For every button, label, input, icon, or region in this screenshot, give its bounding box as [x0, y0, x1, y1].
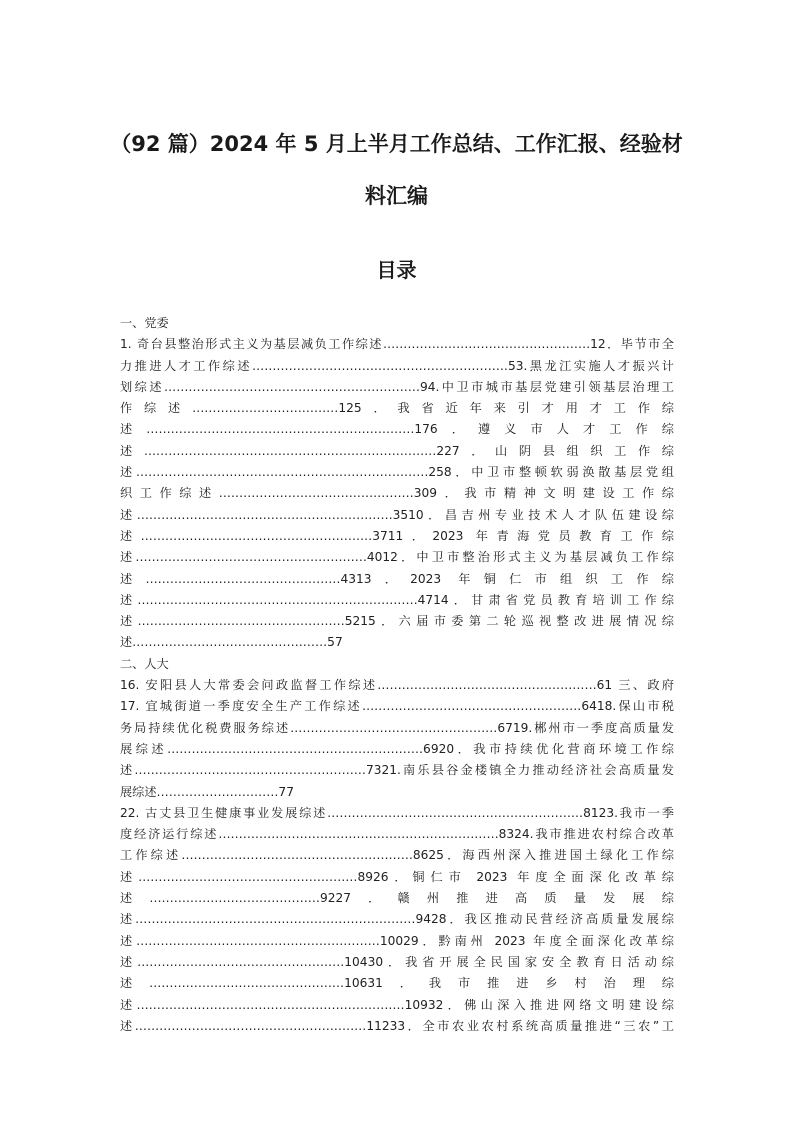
toc-section-heading: 二、人大 [120, 656, 169, 671]
toc-line: 述………………………………………………………3510．昌吉州专业技术人才队伍建设综 [120, 507, 674, 522]
toc-section-heading: 一、党委 [120, 316, 169, 330]
toc-line: 述…………………………………………10631．我市推进乡村治理综 [120, 976, 674, 991]
toc-line: 16. 安阳县人大常委会问政监督工作综述………………………………………………61 三、政府 [120, 678, 674, 693]
document-title-line-1: （92 篇）2024 年 5 月上半月工作总结、工作汇报、经验材 [110, 132, 683, 156]
toc-line: 述……………………………………9227．赣州推进高质量发展综 [120, 891, 674, 906]
toc-line: 述…………………………………………4313．2023 年铜仁市组织工作综 [120, 571, 674, 586]
toc-line: 织工作综述…………………………………………309．我市精神文明建设工作综 [120, 486, 674, 501]
toc-line: 述…………………………………………57 [120, 635, 343, 650]
toc-line: 17. 宜城街道一季度安全生产工作综述………………………………………………6418.保山市税 [120, 699, 674, 714]
toc-line: 述…………………………………………………………10932．佛山深入推进网络文明建设综 [120, 997, 674, 1012]
toc-line: 1. 奇台县整治形式主义为基层减负工作综述……………………………………………12．毕节市全 [120, 337, 674, 352]
toc-line: 划综述………………………………………………………94.中卫市城市基层党建引领基层治理工 [120, 379, 674, 394]
toc-line: 力推进人才工作综述………………………………………………………53.黑龙江实施人才振兴计 [120, 358, 674, 373]
toc-line: 述……………………………………………………………4714．甘肃省党员教育培训工作综 [120, 592, 674, 607]
toc-line: 作综述………………………………125．我省近年来引才用才工作综 [120, 401, 674, 416]
toc-line: 述…………………………………………………4012．中卫市整治形式主义为基层减负工作综 [120, 550, 674, 565]
toc-line: 度经济运行综述……………………………………………………………8324.我市推进农村综合改革 [120, 827, 674, 842]
toc-line: 工作综述…………………………………………………8625．海西州深入推进国土绿化工作综 [120, 848, 674, 863]
toc-line: 22. 古丈县卫生健康事业发展综述………………………………………………………8123.我市一季 [120, 805, 674, 820]
toc-line: 展综述…………………………77 [120, 784, 294, 799]
toc-heading: 目录 [376, 258, 417, 282]
toc-line: 述……………………………………………………………9428．我区推动民营经济高质量发展综 [120, 912, 674, 927]
toc-list [120, 313, 674, 1037]
toc-line: 述…………………………………………………3711．2023 年青海党员教育工作综 [120, 528, 674, 543]
toc-line: 述…………………………………………………………176．遵义市人才工作综 [120, 422, 674, 437]
toc-line: 述………………………………………………8926．铜仁市 2023 年度全面深化改革综 [120, 869, 674, 884]
toc-line: 述…………………………………………………11233．全市农业农村系统高质量推进“三农”工 [120, 1018, 674, 1033]
toc-line: 述……………………………………………5215．六届市委第二轮巡视整改进展情况综 [120, 614, 674, 629]
toc-line: 述……………………………………………10430．我省开展全民国家安全教育日活动综 [120, 954, 674, 969]
toc-line: 述………………………………………………………………258．中卫市整顿软弱涣散基层党组 [120, 465, 674, 480]
toc-line: 述……………………………………………………10029．黔南州 2023 年度全面深化改革综 [120, 933, 674, 948]
document-title-line-2: 料汇编 [365, 184, 428, 208]
toc-line: 述…………………………………………………7321.南乐县谷金楼镇全力推动经济社会高质量发 [120, 763, 674, 778]
toc-line: 展综述………………………………………………………6920．我市持续优化营商环境工作综 [120, 741, 674, 756]
toc-line: 述………………………………………………………………227．山阴县组织工作综 [120, 443, 674, 458]
toc-line: 务局持续优化税费服务综述……………………………………………6719.郴州市一季度高质量发 [120, 720, 674, 735]
